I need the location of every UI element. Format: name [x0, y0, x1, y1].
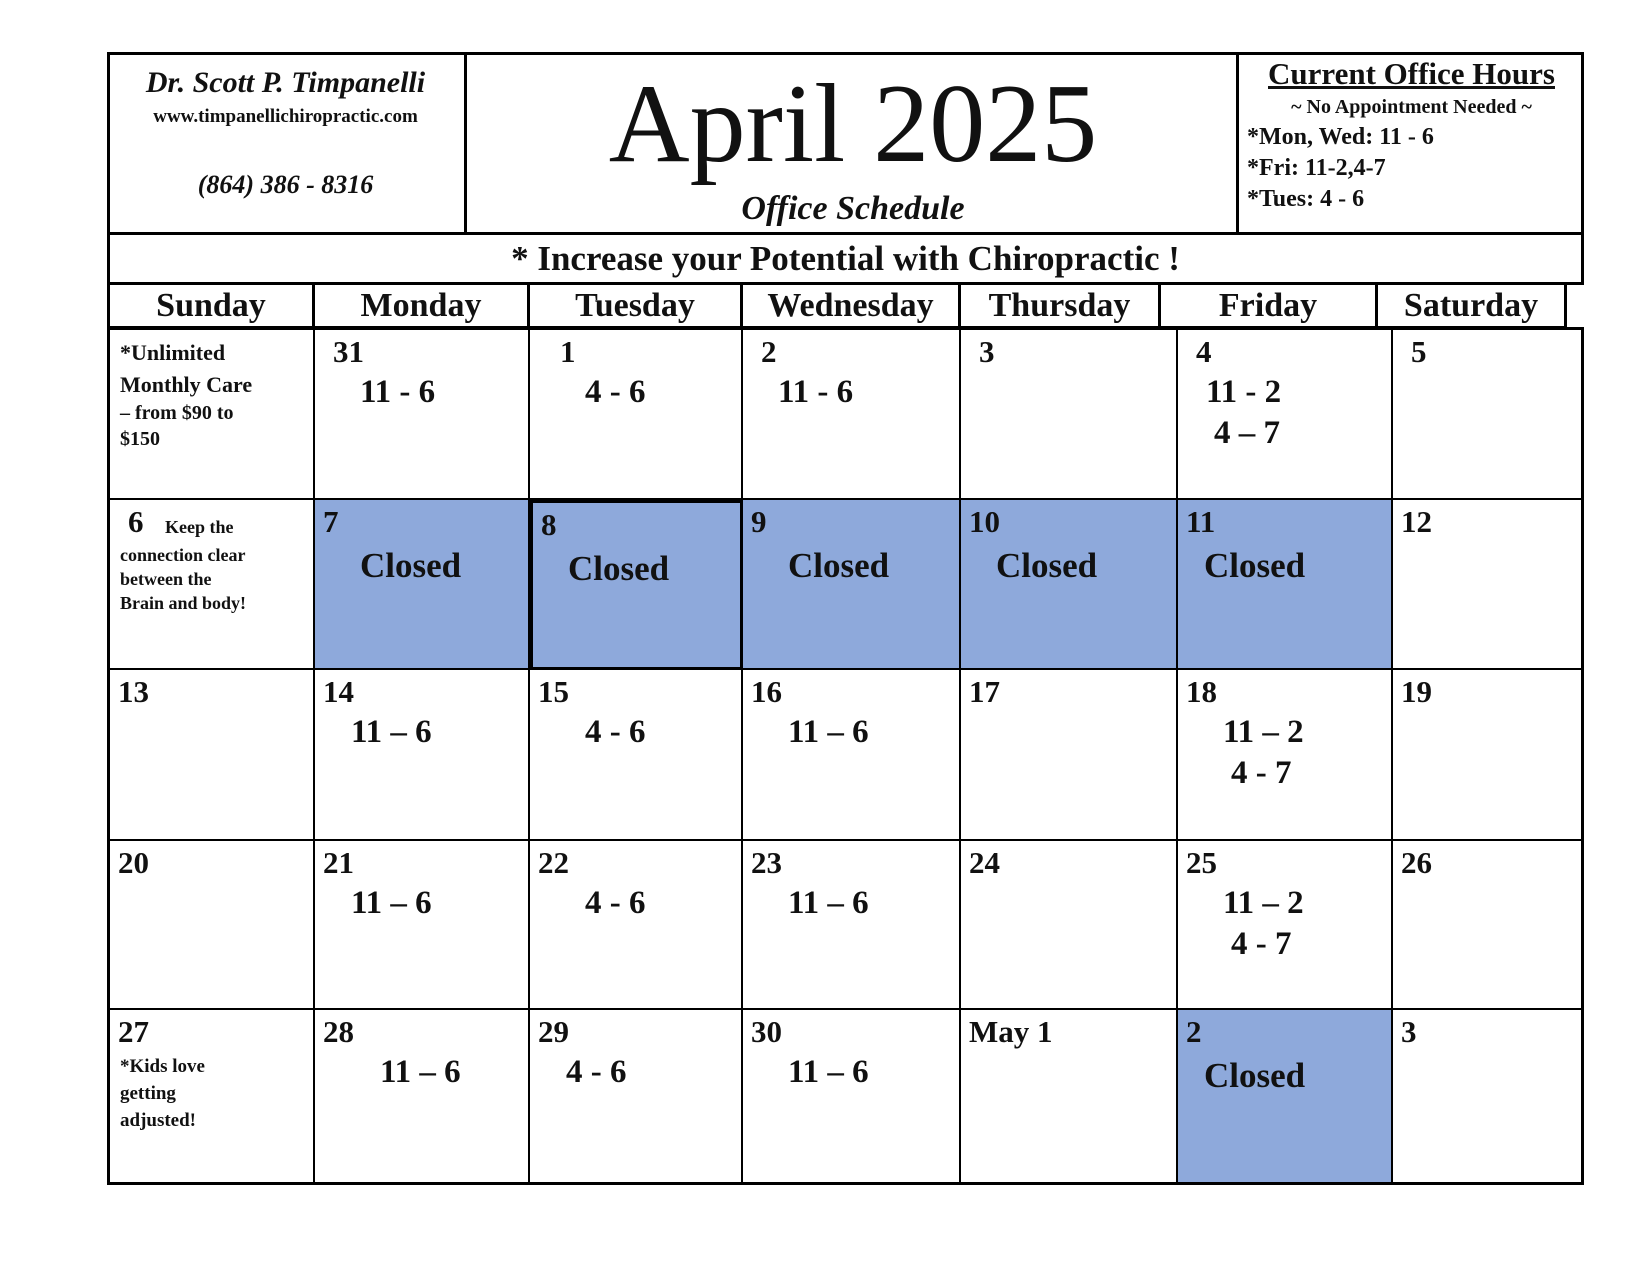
- hours-text: 4 - 7: [1231, 926, 1292, 962]
- calendar-grid: [107, 327, 1584, 1185]
- sunday-note: *Kids love: [120, 1056, 205, 1077]
- day-number: 20: [118, 845, 149, 880]
- calendar-day-cell: [315, 500, 530, 670]
- calendar-day-cell: [1393, 330, 1584, 500]
- weekday-label: Tuesday: [530, 282, 743, 326]
- calendar-day-cell: [961, 1010, 1178, 1182]
- calendar-day-cell: [530, 841, 743, 1010]
- hours-text: 11 – 2: [1223, 885, 1304, 921]
- calendar-day-cell: [743, 670, 961, 841]
- calendar-day-cell: [315, 330, 530, 500]
- sunday-note: between the: [120, 569, 212, 589]
- slogan-bar: [107, 232, 1584, 285]
- calendar-day-cell: [743, 1010, 961, 1182]
- calendar-day-cell: [315, 1010, 530, 1182]
- weekday-header: [107, 282, 1567, 329]
- day-number: 26: [1401, 845, 1432, 880]
- day-number: 16: [751, 674, 782, 709]
- page-title: April 2025: [608, 62, 1098, 186]
- day-number: 8: [541, 507, 557, 542]
- doctor-name: Dr. Scott P. Timpanelli: [145, 66, 426, 99]
- page-subtitle: Office Schedule: [741, 190, 965, 227]
- calendar-day-cell: [961, 841, 1178, 1010]
- sunday-note: *Unlimited: [120, 340, 226, 365]
- calendar-day-cell: [1393, 1010, 1584, 1182]
- doctor-info: [107, 52, 467, 235]
- weekday-label: Wednesday: [743, 282, 961, 326]
- calendar-day-cell: [110, 1010, 315, 1182]
- day-number: 29: [538, 1014, 569, 1049]
- sunday-note: connection clear: [120, 545, 246, 565]
- hours-text: 11 – 6: [788, 885, 869, 921]
- closed-label: Closed: [360, 546, 462, 585]
- hours-text: 11 – 2: [1223, 714, 1304, 750]
- title-block: [467, 52, 1239, 235]
- weekday-label: Sunday: [110, 282, 315, 326]
- calendar-day-cell: [110, 670, 315, 841]
- day-number: 27: [118, 1014, 149, 1049]
- calendar-day-cell: [530, 500, 743, 670]
- hours-text: 4 – 7: [1214, 415, 1280, 451]
- sunday-note: Monthly Care: [120, 372, 253, 397]
- day-number: 4: [1196, 334, 1212, 369]
- weekday-label: Friday: [1161, 282, 1378, 326]
- weekday-label: Saturday: [1378, 282, 1567, 326]
- day-number: 24: [969, 845, 1000, 880]
- sunday-note: – from $90 to: [120, 402, 234, 424]
- sunday-note: Brain and body!: [120, 593, 247, 613]
- weekday-label: Thursday: [961, 282, 1161, 326]
- phone-number: (864) 386 - 8316: [197, 170, 374, 199]
- day-number: 31: [333, 334, 364, 369]
- day-number: 30: [751, 1014, 782, 1049]
- calendar-day-cell: [110, 330, 315, 500]
- calendar-day-cell: [315, 841, 530, 1010]
- calendar-day-cell: [315, 670, 530, 841]
- day-number: 1: [560, 334, 576, 369]
- calendar-day-cell: [530, 330, 743, 500]
- day-number: 18: [1186, 674, 1217, 709]
- calendar-day-cell: [1393, 500, 1584, 670]
- day-number: 15: [538, 674, 569, 709]
- day-number: 25: [1186, 845, 1217, 880]
- office-hours-line: *Fri: 11-2,4-7: [1247, 155, 1386, 181]
- weekday-label: Monday: [315, 282, 530, 326]
- closed-label: Closed: [996, 546, 1098, 585]
- calendar-day-cell: [110, 841, 315, 1010]
- day-number: 9: [751, 504, 767, 539]
- sunday-note: adjusted!: [120, 1110, 197, 1131]
- calendar-day-cell: [1393, 670, 1584, 841]
- day-number: 13: [118, 674, 149, 709]
- day-number: 2: [761, 334, 777, 369]
- day-number: 28: [323, 1014, 354, 1049]
- sunday-note: $150: [120, 428, 160, 450]
- hours-text: 4 - 6: [566, 1054, 627, 1090]
- office-hours-line: *Mon, Wed: 11 - 6: [1247, 124, 1434, 150]
- office-hours-note: ~ No Appointment Needed ~: [1291, 96, 1532, 118]
- hours-text: 11 – 6: [351, 885, 432, 921]
- hours-text: 11 – 6: [351, 714, 432, 750]
- calendar-day-cell: [1178, 841, 1393, 1010]
- day-number: 21: [323, 845, 354, 880]
- day-number: 22: [538, 845, 569, 880]
- hours-text: 4 - 6: [585, 885, 646, 921]
- hours-text: 11 – 6: [788, 1054, 869, 1090]
- day-number: 23: [751, 845, 782, 880]
- calendar-day-cell: [1393, 841, 1584, 1010]
- hours-text: 4 - 6: [585, 374, 646, 410]
- hours-text: 11 - 6: [778, 374, 854, 410]
- calendar-day-cell: [961, 670, 1178, 841]
- hours-text: 11 – 6: [788, 714, 869, 750]
- day-number: 7: [323, 504, 339, 539]
- closed-label: Closed: [788, 546, 890, 585]
- hours-text: 11 - 6: [360, 374, 436, 410]
- calendar-day-cell: [743, 330, 961, 500]
- calendar-day-cell: [110, 500, 315, 670]
- day-number: 3: [1401, 1014, 1417, 1049]
- office-hours: [1236, 52, 1584, 235]
- office-hours-title: Current Office Hours: [1268, 56, 1555, 91]
- hours-text: 4 - 6: [585, 714, 646, 750]
- day-number: 12: [1401, 504, 1432, 539]
- day-number: 10: [969, 504, 1000, 539]
- closed-label: Closed: [568, 549, 670, 588]
- day-number: 17: [969, 674, 1000, 709]
- calendar-day-cell: [961, 500, 1178, 670]
- calendar-day-cell: [1178, 500, 1393, 670]
- sunday-note: Keep the: [165, 517, 234, 537]
- closed-label: Closed: [1204, 546, 1306, 585]
- sunday-note: getting: [120, 1083, 176, 1104]
- closed-label: Closed: [1204, 1056, 1306, 1095]
- day-number: 6: [128, 504, 144, 539]
- calendar-day-cell: [530, 1010, 743, 1182]
- day-number: 3: [979, 334, 995, 369]
- day-number: 5: [1411, 334, 1427, 369]
- office-hours-line: *Tues: 4 - 6: [1247, 186, 1365, 212]
- website: www.timpanellichiropractic.com: [153, 106, 418, 127]
- day-number: 19: [1401, 674, 1432, 709]
- calendar-day-cell: [1178, 330, 1393, 500]
- calendar-day-cell: [1178, 1010, 1393, 1182]
- calendar-day-cell: [961, 330, 1178, 500]
- day-number: 11: [1186, 504, 1216, 539]
- day-number: May 1: [969, 1014, 1053, 1049]
- day-number: 14: [323, 674, 354, 709]
- calendar-day-cell: [743, 500, 961, 670]
- calendar-day-cell: [1178, 670, 1393, 841]
- day-number: 2: [1186, 1014, 1202, 1049]
- slogan: * Increase your Potential with Chiropractic !: [511, 239, 1180, 278]
- calendar-day-cell: [530, 670, 743, 841]
- hours-text: 4 - 7: [1231, 755, 1292, 791]
- calendar-day-cell: [743, 841, 961, 1010]
- hours-text: 11 – 6: [380, 1054, 461, 1090]
- hours-text: 11 - 2: [1206, 374, 1282, 410]
